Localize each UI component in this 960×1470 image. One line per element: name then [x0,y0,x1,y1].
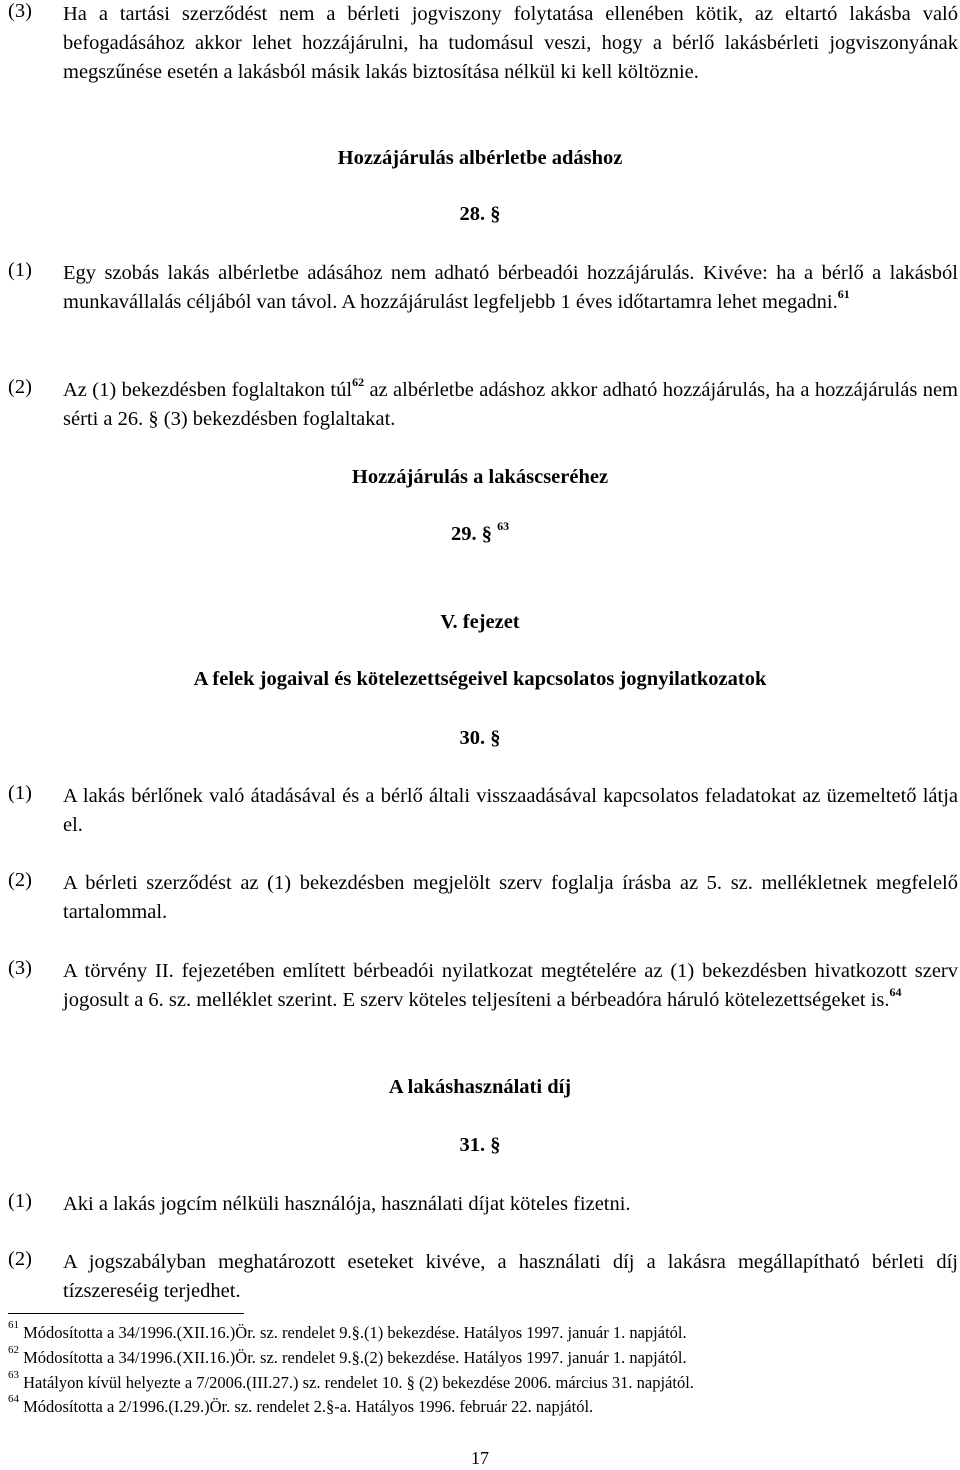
footnote-63 [8,1368,694,1394]
section-sign: § [490,1134,501,1156]
paragraph-text: A bérleti szerződést az (1) bekezdésben megjelölt szerv foglalja írásba az 5. sz. mellékletnek megfelelő tartalommal. [63,872,958,923]
paragraph-text-body: A törvény II. fejezetében említett bérbeadói nyilatkozat megtételére az (1) bekezdésben hivatkozott szerv jogosult a 6. sz. melléklet szerint. E szerv köteles teljesíteni a bérbeadóra háruló kötelezettségeket is. [63,960,958,1011]
chapter-title: A felek jogaival és kötelezettségeivel kapcsolatos jognyilatkozatok [193,668,767,690]
section-28-title [0,200,960,229]
paragraph-number: (3) [8,0,32,22]
paragraph-31-2 [8,1248,958,1306]
section-sign: § [490,203,501,225]
paragraph-number: (2) [8,1248,32,1270]
footnote-62 [8,1343,687,1369]
footnote-text: Módosította a 2/1996.(I.29.)Ör. sz. rendelet 2.§-a. Hatályos 1996. február 22. napjától. [19,1397,594,1416]
paragraph-27-3 [8,0,958,87]
section-30-title [0,724,960,753]
paragraph-30-1 [8,782,958,840]
paragraph-number: (3) [8,957,32,979]
footnote-separator [8,1313,244,1314]
paragraph-30-2 [8,869,958,927]
paragraph-number: (2) [8,376,32,398]
heading-lakashasznalati-dij: A lakáshasználati díj [388,1076,572,1098]
footnote-text: Módosította a 34/1996.(XII.16.)Ör. sz. rendelet 9.§.(2) bekezdése. Hatályos 1997. január 1. napjától. [19,1348,687,1367]
paragraph-number: (1) [8,782,32,804]
paragraph-text-part-b: az albérletbe adáshoz akkor adható hozzájárulás, ha a hozzájárulás nem sérti a 26. § (3) bekezdésben foglaltakat. [63,379,958,430]
section-number: 30. [459,727,486,749]
paragraph-text [63,259,958,317]
paragraph-text: A jogszabályban meghatározott eseteket kivéve, a használati díj a lakásra megállapítható bérleti díj tízszereséig terjedhet. [63,1251,958,1302]
footnote-number: 62 [8,1343,19,1356]
paragraph-number: (1) [8,259,32,281]
paragraph-28-2 [8,376,958,434]
footnote-text: Hatályon kívül helyezte a 7/2006.(III.27.) sz. rendelet 10. § (2) bekezdése 2006. március 31. napjától. [19,1373,694,1392]
section-number: 29. [450,523,477,545]
heading-lakascsere: Hozzájárulás a lakáscseréhez [351,466,609,488]
paragraph-text [63,376,958,434]
chapter-heading: V. fejezet [440,611,520,633]
paragraph-number: (1) [8,1190,32,1212]
footnote-ref-64[interactable]: 64 [889,985,902,1000]
paragraph-text-body: Egy szobás lakás albérletbe adásához nem adható bérbeadói hozzájárulás. Kivéve: ha a bérlő a lakásból munkavállalás céljából van távol. A hozzájárulást legfeljebb 1 éves időtartamra lehet megadni. [63,262,958,313]
footnote-61 [8,1318,687,1344]
footnote-64 [8,1392,594,1418]
section-31-title [0,1131,960,1160]
paragraph-text: A lakás bérlőnek való átadásával és a bérlő általi visszaadásával kapcsolatos feladatokat az üzemeltető látja el. [63,785,958,836]
section-number: 31. [459,1134,486,1156]
footnote-ref-61[interactable]: 61 [837,287,850,302]
footnote-number: 64 [8,1392,19,1405]
section-29-title [0,520,960,549]
footnote-text: Módosította a 34/1996.(XII.16.)Ör. sz. rendelet 9.§.(1) bekezdése. Hatályos 1997. január 1. napjától. [19,1323,687,1342]
paragraph-text: Aki a lakás jogcím nélküli használója, használati díjat köteles fizetni. [63,1193,631,1215]
footnote-number: 63 [8,1368,19,1381]
paragraph-text: Ha a tartási szerződést nem a bérleti jogviszony folytatása ellenében kötik, az eltartó lakásba való befogadásához akkor lehet hozzájárulni, ha tudomásul veszi, hogy a bérlő lakásbérleti jogviszonyának megszűnése esetén a lakásból másik lakás biztosítása nélkül ki kell költöznie. [63,3,958,83]
paragraph-number: (2) [8,869,32,891]
section-sign: § [481,523,492,545]
footnote-ref-63[interactable]: 63 [497,519,510,534]
section-sign: § [490,727,501,749]
paragraph-30-3 [8,957,958,1015]
paragraph-text-part-a: Az (1) bekezdésben foglaltakon túl [63,379,353,401]
section-number: 28. [459,203,486,225]
page-number: 17 [471,1448,489,1468]
paragraph-31-1 [8,1190,958,1219]
heading-alberlet: Hozzájárulás albérletbe adáshoz [337,147,623,169]
paragraph-text [63,957,958,1015]
footnote-number: 61 [8,1318,19,1331]
paragraph-28-1 [8,259,958,317]
footnote-ref-62[interactable]: 62 [352,375,365,390]
